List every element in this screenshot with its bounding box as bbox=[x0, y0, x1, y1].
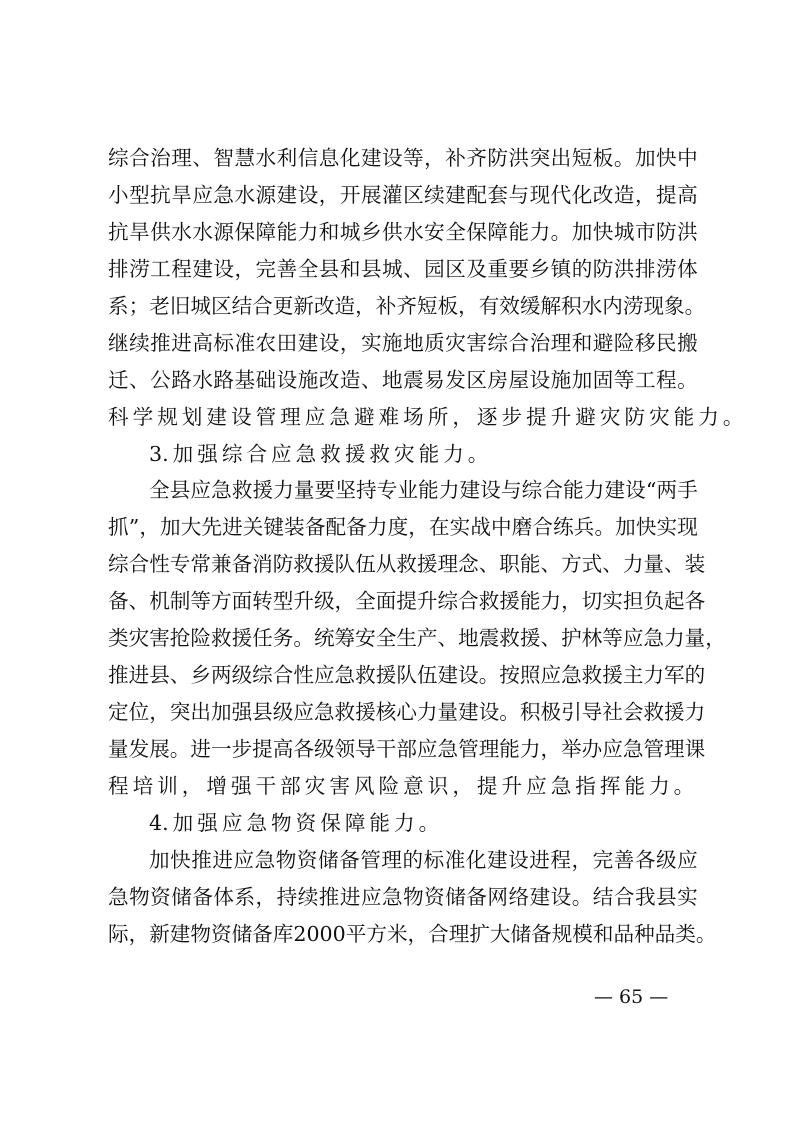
body-text bbox=[108, 140, 744, 953]
text-line: 抗 旱 供 水 水 源 保 障 能 力 和 城 乡 供 水 安 全 保 障 能 力 。 加 快 城 市 防 洪 bbox=[108, 219, 698, 244]
text-line: 综 合 治 理 、 智 慧 水 利 信 息 化 建 设 等 ， 补 齐 防 洪 突 出 短 板 。 加 快 中 bbox=[108, 146, 698, 170]
text-line: 继 续 推 进 高 标 准 农 田 建 设 ， 实 施 地 质 灾 害 综 合 治 理 和 避 险 移 民 搬 bbox=[108, 330, 698, 355]
text-line: 系 ； 老 旧 城 区 结 合 更 新 改 造 ， 补 齐 短 板 ， 有 效 缓 解 积 水 内 涝 现 象 。 bbox=[108, 293, 706, 318]
text-line: 加 快 推 进 应 急 物 资 储 备 管 理 的 标 准 化 建 设 进 程 ， 完 善 各 级 应 bbox=[149, 847, 698, 872]
text-line: 备 、 机 制 等 方 面 转 型 升 级 ， 全 面 提 升 综 合 救 援 能 力 ， 切 实 担 负 起 各 bbox=[108, 589, 706, 614]
text-line: 迁 、 公 路 水 路 基 础 设 施 改 造 、 地 震 易 发 区 房 屋 设 施 加 固 等 工 程 。 bbox=[108, 367, 698, 392]
text-line: 抓 ” ， 加 大 先 进 关 键 装 备 配 备 力 度 ， 在 实 战 中 磨 合 练 兵 。 加 快 实 现 bbox=[108, 515, 698, 540]
text-line: 排 涝 工 程 建 设 ， 完 善 全 县 和 县 城 、 园 区 及 重 要 乡 镇 的 防 洪 排 涝 体 bbox=[108, 256, 698, 281]
text-line: 全 县 应 急 救 援 力 量 要 坚 持 专 业 能 力 建 设 与 综 合 能 力 建 设 “ 两 手 bbox=[149, 478, 698, 503]
text-line: 程 培 训 ， 增 强 干 部 灾 害 风 险 意 识 ， 提 升 应 急 指 挥 能 力 。 bbox=[108, 773, 695, 798]
text-line: 类 灾 害 抢 险 救 援 任 务 。 统 筹 安 全 生 产 、 地 震 救 援 、 护 林 等 应 急 力 量 ， bbox=[108, 626, 726, 651]
text-line: 综 合 性 专 常 兼 备 消 防 救 援 队 伍 从 救 援 理 念 、 职 能 、 方 式 、 力 量 、 装 bbox=[108, 552, 706, 577]
text-line: 急 物 资 储 备 体 系 ， 持 续 推 进 应 急 物 资 储 备 网 络 建 设 。 结 合 我 县 实 bbox=[108, 884, 698, 909]
text-line: 推 进 县 、 乡 两 级 综 合 性 应 急 救 援 队 伍 建 设 。 按 照 应 急 救 援 主 力 军 的 bbox=[108, 663, 706, 688]
text-line: 定 位 ， 突 出 加 强 县 级 应 急 救 援 核 心 力 量 建 设 。 积 极 引 导 社 会 救 援 力 bbox=[108, 700, 706, 725]
text-line: 际 ， 新 建 物 资 储 备 库 2000 平 方 米 ， 合 理 扩 大 储 备 规 模 和 品 种 品 类 。 bbox=[108, 921, 717, 946]
text-line: 科 学 规 划 建 设 管 理 应 急 避 难 场 所 ， 逐 步 提 升 避 灾 防 灾 能 力 。 bbox=[108, 404, 744, 429]
text-line: 4. 加 强 应 急 物 资 保 障 能 力 。 bbox=[149, 810, 440, 835]
page-number: — 65 — bbox=[594, 986, 669, 1008]
text-line: 量 发 展 。 进 一 步 提 高 各 级 领 导 干 部 应 急 管 理 能 力 ， 举 办 应 急 管 理 课 bbox=[108, 737, 706, 761]
text-line: 小 型 抗 旱 应 急 水 源 建 设 ， 开 展 灌 区 续 建 配 套 与 现 代 化 改 造 ， 提 高 bbox=[108, 182, 698, 207]
text-line: 3. 加 强 综 合 应 急 救 援 救 灾 能 力 。 bbox=[149, 441, 489, 466]
